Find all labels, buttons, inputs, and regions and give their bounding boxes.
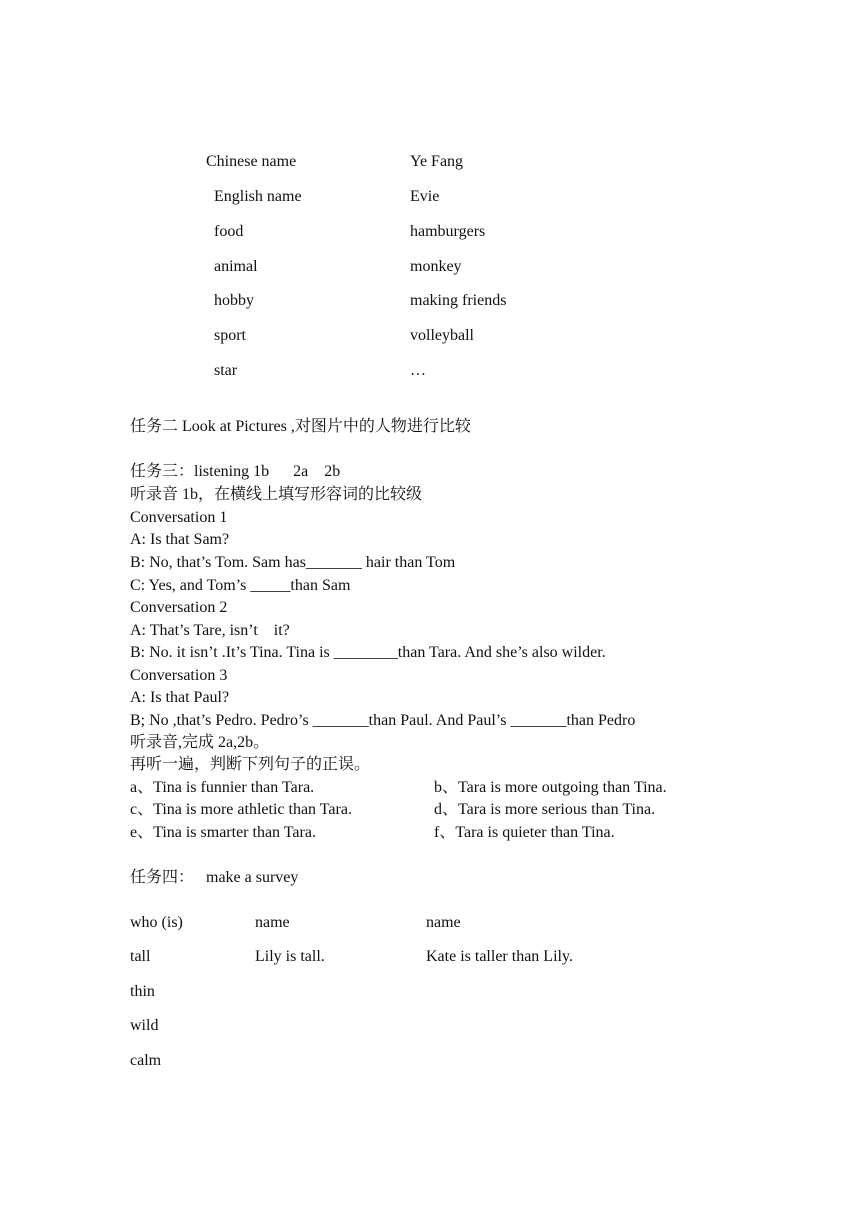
profile-label: food — [214, 223, 244, 240]
conversation-line: Conversation 1 — [130, 509, 228, 526]
profile-value: hamburgers — [410, 223, 486, 240]
survey-cell: thin — [130, 983, 155, 1000]
conversation-line: A: That’s Tare, isn’t it? — [130, 622, 290, 639]
profile-label: sport — [214, 327, 246, 344]
task4-heading: 任务四： make a survey — [130, 869, 299, 886]
statement-left: e、Tina is smarter than Tara. — [130, 824, 316, 841]
conversation-line: Conversation 3 — [130, 667, 228, 684]
profile-value: monkey — [410, 258, 462, 275]
survey-cell: wild — [130, 1017, 159, 1034]
profile-value: making friends — [410, 292, 507, 309]
task3-instruction: 听录音 1b，在横线上填写形容词的比较级 — [130, 486, 423, 503]
conversation-line: A: Is that Sam? — [130, 531, 230, 548]
task3-instruction: 再听一遍，判断下列句子的正误。 — [130, 756, 371, 773]
statement-right: d、Tara is more serious than Tina. — [434, 801, 656, 818]
statement-right: b、Tara is more outgoing than Tina. — [434, 779, 667, 796]
profile-value: Evie — [410, 188, 440, 205]
conversation-line: B: No, that’s Tom. Sam has_______ hair than Tom — [130, 554, 456, 571]
survey-cell: Lily is tall. — [255, 948, 325, 965]
survey-cell: Kate is taller than Lily. — [426, 948, 573, 965]
conversation-line: B; No ,that’s Pedro. Pedro’s _______than Paul. And Paul’s _______than Pedro — [130, 712, 636, 729]
survey-cell: calm — [130, 1052, 162, 1069]
profile-value: … — [410, 362, 426, 379]
survey-cell: name — [255, 914, 290, 931]
task2-heading: 任务二 Look at Pictures ,对图片中的人物进行比较 — [130, 418, 471, 435]
statement-right: f、Tara is quieter than Tina. — [434, 824, 615, 841]
conversation-line: A: Is that Paul? — [130, 689, 230, 706]
task3-instruction: 听录音,完成 2a,2b。 — [130, 734, 270, 751]
profile-value: Ye Fang — [410, 153, 464, 170]
conversation-line: Conversation 2 — [130, 599, 228, 616]
survey-cell: tall — [130, 948, 151, 965]
profile-label: star — [214, 362, 238, 379]
profile-label: animal — [214, 258, 258, 275]
conversation-line: C: Yes, and Tom’s _____than Sam — [130, 577, 351, 594]
survey-cell: name — [426, 914, 461, 931]
survey-cell: who (is) — [130, 914, 183, 931]
task3-heading: 任务三：listening 1b 2a 2b — [130, 463, 341, 480]
profile-label: English name — [214, 188, 302, 205]
statement-left: a、Tina is funnier than Tara. — [130, 779, 315, 796]
statement-left: c、Tina is more athletic than Tara. — [130, 801, 352, 818]
conversation-line: B: No. it isn’t .It’s Tina. Tina is ________than Tara. And she’s also wilder. — [130, 644, 606, 661]
profile-label: Chinese name — [206, 153, 297, 170]
profile-value: volleyball — [410, 327, 474, 344]
profile-label: hobby — [214, 292, 254, 309]
